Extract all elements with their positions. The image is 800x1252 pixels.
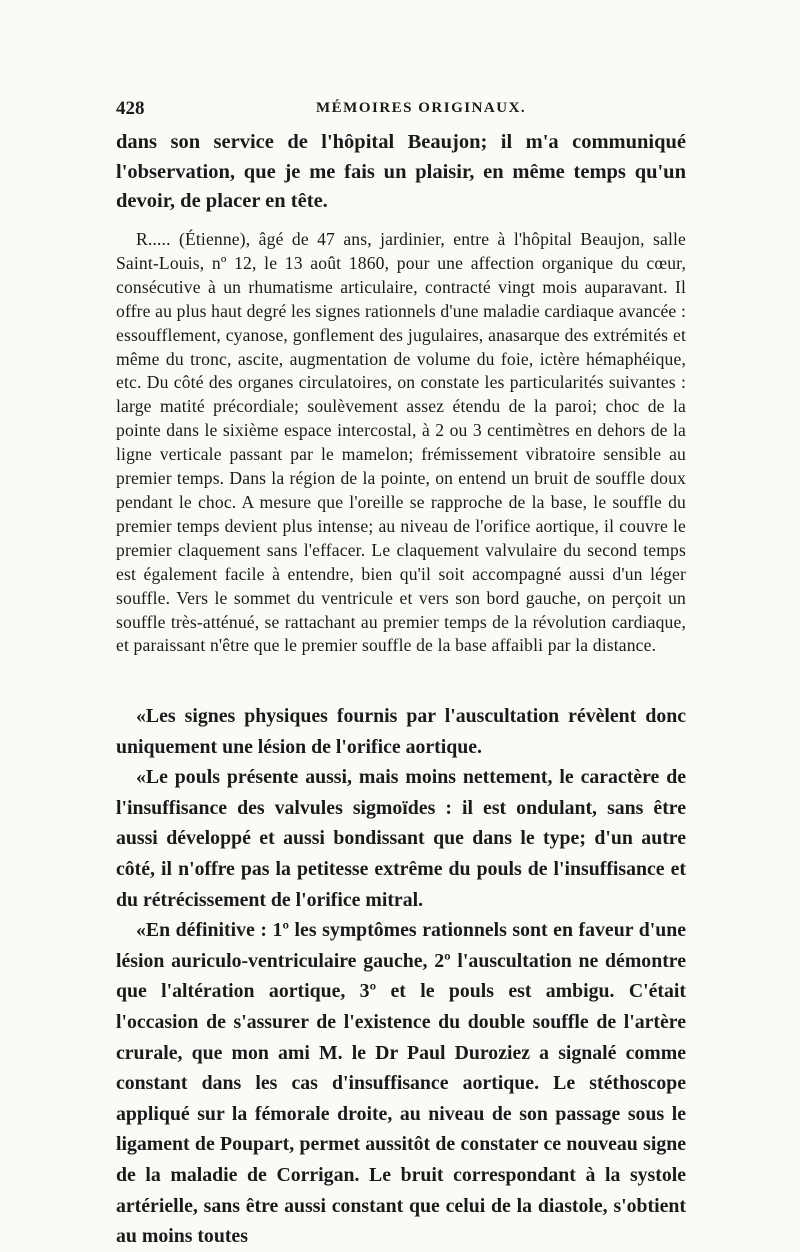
intro-block [116,128,686,217]
page-header [116,98,686,122]
quote-paragraph: «Le pouls présente aussi, mais moins nettement, le caractère de l'insuffisance des valvules sigmoïdes : il est ondulant, sans être aussi développé et aussi bondissant que dans le type; d'un autre côté, il n'offre pas la petitesse extrême du pouls de l'insuffisance et du rétrécissement de l'orifice mitral. [116,766,686,911]
page-number: 428 [116,98,145,119]
running-title: MÉMOIRES ORIGINAUX. [316,100,527,116]
quote-paragraph: «En définitive : 1º les symptômes rationnels sont en faveur d'une lésion auriculo-ventriculaire gauche, 2º l'auscultation ne démontre que l'altération aortique, 3º et le pouls est ambigu. C'était l'occasion de s'assurer de l'existence du double souffle de l'artère crurale, que mon ami M. le Dr Paul Duroziez a signalé comme constant dans les cas d'insuffisance aortique. Le stéthoscope appliqué sur la fémorale droite, au niveau de son passage sous le ligament de Poupart, permet aussitôt de constater ce nouveau signe de la maladie de Corrigan. Le bruit correspondant à la systole artérielle, sans être aussi constant que celui de la diastole, s'obtient au moins toutes [116,919,686,1248]
intro-paragraph: dans son service de l'hôpital Beaujon; il m'a communiqué l'observation, que je me fais un plaisir, en même temps qu'un devoir, de placer en tête. [116,131,686,212]
observation-paragraph: R..... (Étienne), âgé de 47 ans, jardinier, entre à l'hôpital Beaujon, salle Saint-Louis, nº 12, le 13 août 1860, pour une affection organique du cœur, consécutive à un rhumatisme articulaire, contracté vingt mois auparavant. Il offre au plus haut degré les signes rationnels d'une maladie cardiaque avancée : essoufflement, cyanose, gonflement des jugulaires, anasarque des extrémités et même du tronc, ascite, augmentation de volume du foie, ictère hémaphéique, etc. Du côté des organes circulatoires, on constate les particularités suivantes : large matité précordiale; soulèvement assez étendu de la paroi; choc de la pointe dans le sixième espace intercostal, à 2 ou 3 centimètres en dehors de la ligne verticale passant par le mamelon; frémissement vibratoire sensible au premier temps. Dans la région de la pointe, on entend un bruit de souffle doux pendant le choc. A mesure que l'oreille se rapproche de la base, le souffle du premier temps devient plus intense; au niveau de l'orifice aortique, il couvre le premier claquement sans l'effacer. Le claquement valvulaire du second temps est également facile à entendre, bien qu'il soit accompagné aussi d'un léger souffle. Vers le sommet du ventricule et vers son bord gauche, on perçoit un souffle très-atténué, se rattachant au premier temps de la révolution cardiaque, et paraissant n'être que le premier souffle de la base affaibli par la distance. [116,229,686,656]
quote-paragraph: «Les signes physiques fournis par l'auscultation révèlent donc uniquement une lésion de l'orifice aortique. [116,705,686,758]
quote-block [116,701,686,1252]
observation-block [116,228,686,658]
